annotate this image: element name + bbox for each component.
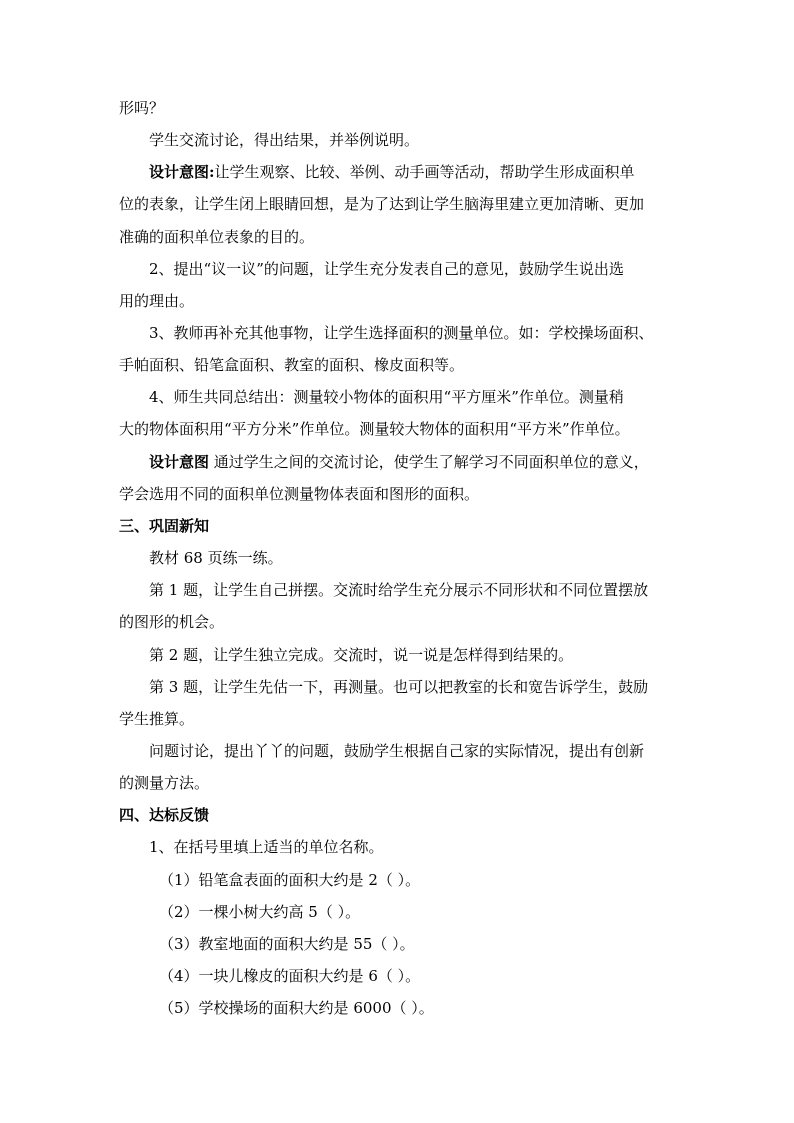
paragraph-line: 学会选用不同的面积单位测量物体表面和图形的面积。 xyxy=(119,485,480,503)
exercise-item: （1）铅笔盒表面的面积大约是 2（ ）。 xyxy=(159,871,421,889)
paragraph-line: 手帕面积、铅笔盒面积、教室的面积、橡皮面积等。 xyxy=(119,356,465,374)
paragraph-line: 大的物体面积用“平方分米”作单位。测量较大物体的面积用“平方米”作单位。 xyxy=(119,420,630,438)
design-intent-line xyxy=(149,162,635,182)
design-intent-line xyxy=(149,452,649,472)
paragraph-line: 的测量方法。 xyxy=(119,774,210,792)
paragraph-line: 1、在括号里填上适当的单位名称。 xyxy=(149,838,384,856)
exercise-item: （5）学校操场的面积大约是 6000（ ）。 xyxy=(159,999,434,1017)
paragraph-line: 4、师生共同总结出：测量较小物体的面积用“平方厘米”作单位。测量稍 xyxy=(149,388,624,406)
paragraph-line: 学生交流讨论，得出结果，并举例说明。 xyxy=(149,131,420,149)
paragraph-line: 用的理由。 xyxy=(119,292,195,310)
design-intent-text: 通过学生之间的交流讨论，使学生了解学习不同面积单位的意义， xyxy=(209,453,649,471)
paragraph-line: 位的表象，让学生闭上眼睛回想，是为了达到让学生脑海里建立更加清晰、更加 xyxy=(119,195,645,213)
design-intent-label: 设计意图 xyxy=(149,453,210,471)
design-intent-label: 设计意图: xyxy=(149,163,215,181)
paragraph-line: 形吗？ xyxy=(119,99,165,117)
paragraph-line: 的图形的机会。 xyxy=(119,613,225,631)
exercise-item: （4）一块儿橡皮的面积大约是 6（ ）。 xyxy=(159,967,421,985)
section-heading: 三、巩固新知 xyxy=(119,517,210,535)
paragraph-line: 2、提出“议一议”的问题，让学生充分发表自己的意见，鼓励学生说出选 xyxy=(149,260,624,278)
exercise-item: （2）一棵小树大约高 5（ ）。 xyxy=(159,903,361,921)
paragraph-line: 第 2 题，让学生独立完成。交流时，说一说是怎样得到结果的。 xyxy=(149,646,574,664)
paragraph-line: 准确的面积单位表象的目的。 xyxy=(119,228,315,246)
paragraph-line: 学生推算。 xyxy=(119,710,195,728)
paragraph-line: 问题讨论，提出丫丫的问题，鼓励学生根据自己家的实际情况，提出有创新 xyxy=(149,742,645,760)
section-heading: 四、达标反馈 xyxy=(119,806,210,824)
paragraph-line: 教材 68 页练一练。 xyxy=(149,549,283,567)
exercise-item: （3）教室地面的面积大约是 55（ ）。 xyxy=(159,935,415,953)
design-intent-text: 让学生观察、比较、举例、动手画等活动，帮助学生形成面积单 xyxy=(214,163,635,181)
paragraph-line: 第 1 题，让学生自己拼摆。交流时给学生充分展示不同形状和不同位置摆放 xyxy=(149,581,649,599)
paragraph-line: 3、教师再补充其他事物，让学生选择面积的测量单位。如：学校操场面积、 xyxy=(149,324,654,342)
paragraph-line: 第 3 题，让学生先估一下，再测量。也可以把教室的长和宽告诉学生，鼓励 xyxy=(149,678,649,696)
